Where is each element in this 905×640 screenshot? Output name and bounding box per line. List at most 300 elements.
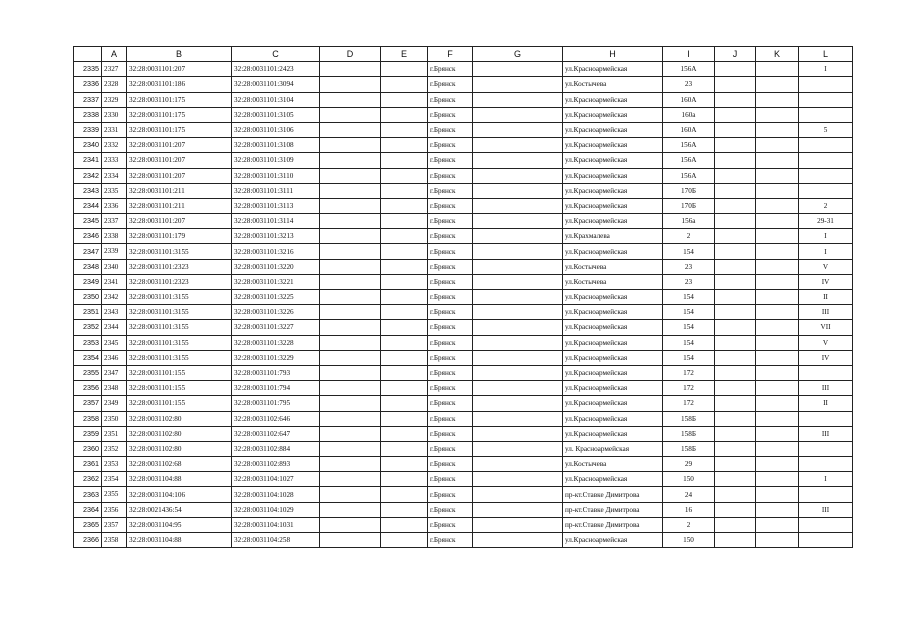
cell-cadastral-object[interactable]: 32:28:0031104:1027: [232, 472, 320, 487]
cell-city[interactable]: г.Брянск: [428, 487, 473, 502]
cell-cadastral-parcel[interactable]: 32:28:0031101:155: [127, 396, 232, 411]
row-number[interactable]: 2344: [74, 198, 102, 213]
cell-d[interactable]: [320, 229, 381, 244]
row-number[interactable]: 2335: [74, 62, 102, 77]
cell-city[interactable]: г.Брянск: [428, 92, 473, 107]
cell-city[interactable]: г.Брянск: [428, 411, 473, 426]
cell-k[interactable]: [756, 92, 799, 107]
row-number[interactable]: 2357: [74, 396, 102, 411]
cell-cadastral-parcel[interactable]: 32:28:0031101:207: [127, 62, 232, 77]
cell-k[interactable]: [756, 214, 799, 229]
cell-cadastral-object[interactable]: 32:28:0031101:3108: [232, 138, 320, 153]
cell-j[interactable]: [715, 290, 756, 305]
cell-cadastral-object[interactable]: 32:28:0031101:3106: [232, 122, 320, 137]
cell-g[interactable]: [473, 259, 563, 274]
cell-j[interactable]: [715, 411, 756, 426]
cell-k[interactable]: [756, 533, 799, 548]
cell-cadastral-object[interactable]: 32:28:0031101:3104: [232, 92, 320, 107]
cell-cadastral-object[interactable]: 32:28:0031101:3105: [232, 107, 320, 122]
cell-d[interactable]: [320, 533, 381, 548]
cell-j[interactable]: [715, 350, 756, 365]
cell-g[interactable]: [473, 381, 563, 396]
cell-cadastral-object[interactable]: 32:28:0031101:3225: [232, 290, 320, 305]
cell-cadastral-parcel[interactable]: 32:28:0031101:175: [127, 122, 232, 137]
cell-city[interactable]: г.Брянск: [428, 320, 473, 335]
cell-premises[interactable]: I: [799, 229, 853, 244]
cell-a[interactable]: 2339: [102, 244, 127, 259]
cell-a[interactable]: 2358: [102, 533, 127, 548]
cell-a[interactable]: 2328: [102, 77, 127, 92]
cell-a[interactable]: 2346: [102, 350, 127, 365]
cell-a[interactable]: 2354: [102, 472, 127, 487]
cell-street[interactable]: ул.Красноармейская: [563, 183, 663, 198]
cell-city[interactable]: г.Брянск: [428, 153, 473, 168]
cell-g[interactable]: [473, 198, 563, 213]
cell-street[interactable]: ул.Красноармейская: [563, 472, 663, 487]
cell-k[interactable]: [756, 107, 799, 122]
cell-e[interactable]: [381, 107, 428, 122]
cell-e[interactable]: [381, 320, 428, 335]
cell-a[interactable]: 2333: [102, 153, 127, 168]
cell-street[interactable]: ул.Костычева: [563, 274, 663, 289]
row-number[interactable]: 2359: [74, 426, 102, 441]
cell-street[interactable]: пр-кт.Ставке Димитрова: [563, 502, 663, 517]
column-header-b[interactable]: B: [127, 47, 232, 62]
cell-cadastral-parcel[interactable]: 32:28:0031101:3155: [127, 350, 232, 365]
cell-a[interactable]: 2342: [102, 290, 127, 305]
cell-d[interactable]: [320, 502, 381, 517]
row-number[interactable]: 2355: [74, 365, 102, 380]
row-number[interactable]: 2342: [74, 168, 102, 183]
cell-d[interactable]: [320, 198, 381, 213]
cell-premises[interactable]: [799, 138, 853, 153]
row-number[interactable]: 2348: [74, 259, 102, 274]
cell-street[interactable]: ул.Красноармейская: [563, 305, 663, 320]
cell-k[interactable]: [756, 198, 799, 213]
cell-house-number[interactable]: 23: [663, 77, 715, 92]
cell-e[interactable]: [381, 396, 428, 411]
cell-city[interactable]: г.Брянск: [428, 441, 473, 456]
cell-k[interactable]: [756, 122, 799, 137]
cell-a[interactable]: 2337: [102, 214, 127, 229]
cell-house-number[interactable]: 158Б: [663, 441, 715, 456]
cell-a[interactable]: 2341: [102, 274, 127, 289]
cell-street[interactable]: ул.Красноармейская: [563, 335, 663, 350]
cell-cadastral-object[interactable]: 32:28:0031101:3114: [232, 214, 320, 229]
cell-house-number[interactable]: 156А: [663, 138, 715, 153]
column-header-d[interactable]: D: [320, 47, 381, 62]
cell-d[interactable]: [320, 274, 381, 289]
row-number[interactable]: 2361: [74, 457, 102, 472]
cell-j[interactable]: [715, 259, 756, 274]
cell-j[interactable]: [715, 274, 756, 289]
column-header-f[interactable]: F: [428, 47, 473, 62]
cell-j[interactable]: [715, 426, 756, 441]
cell-premises[interactable]: II: [799, 396, 853, 411]
cell-a[interactable]: 2343: [102, 305, 127, 320]
cell-cadastral-object[interactable]: 32:28:0031101:793: [232, 365, 320, 380]
row-number[interactable]: 2351: [74, 305, 102, 320]
row-number[interactable]: 2340: [74, 138, 102, 153]
cell-cadastral-object[interactable]: 32:28:0031101:3094: [232, 77, 320, 92]
row-number[interactable]: 2363: [74, 487, 102, 502]
cell-city[interactable]: г.Брянск: [428, 198, 473, 213]
cell-city[interactable]: г.Брянск: [428, 274, 473, 289]
cell-premises[interactable]: II: [799, 290, 853, 305]
cell-k[interactable]: [756, 77, 799, 92]
cell-d[interactable]: [320, 365, 381, 380]
cell-cadastral-parcel[interactable]: 32:28:0031102:80: [127, 411, 232, 426]
cell-j[interactable]: [715, 153, 756, 168]
cell-k[interactable]: [756, 244, 799, 259]
cell-cadastral-parcel[interactable]: 32:28:0031101:186: [127, 77, 232, 92]
row-number[interactable]: 2350: [74, 290, 102, 305]
cell-cadastral-parcel[interactable]: 32:28:0031104:95: [127, 517, 232, 532]
cell-g[interactable]: [473, 472, 563, 487]
cell-j[interactable]: [715, 305, 756, 320]
cell-a[interactable]: 2357: [102, 517, 127, 532]
cell-k[interactable]: [756, 290, 799, 305]
column-header-g[interactable]: G: [473, 47, 563, 62]
row-number[interactable]: 2341: [74, 153, 102, 168]
cell-d[interactable]: [320, 441, 381, 456]
cell-a[interactable]: 2329: [102, 92, 127, 107]
cell-g[interactable]: [473, 441, 563, 456]
cell-premises[interactable]: [799, 183, 853, 198]
cell-premises[interactable]: III: [799, 426, 853, 441]
cell-city[interactable]: г.Брянск: [428, 396, 473, 411]
cell-premises[interactable]: 29-31: [799, 214, 853, 229]
row-number[interactable]: 2354: [74, 350, 102, 365]
cell-a[interactable]: 2356: [102, 502, 127, 517]
row-number[interactable]: 2362: [74, 472, 102, 487]
cell-d[interactable]: [320, 305, 381, 320]
cell-premises[interactable]: [799, 168, 853, 183]
row-number[interactable]: 2346: [74, 229, 102, 244]
cell-g[interactable]: [473, 350, 563, 365]
cell-a[interactable]: 2351: [102, 426, 127, 441]
cell-a[interactable]: 2331: [102, 122, 127, 137]
cell-cadastral-parcel[interactable]: 32:28:0031101:211: [127, 183, 232, 198]
cell-j[interactable]: [715, 517, 756, 532]
row-number[interactable]: 2356: [74, 381, 102, 396]
cell-cadastral-object[interactable]: 32:28:0031104:1028: [232, 487, 320, 502]
cell-j[interactable]: [715, 107, 756, 122]
cell-street[interactable]: ул.Красноармейская: [563, 290, 663, 305]
cell-g[interactable]: [473, 396, 563, 411]
cell-cadastral-object[interactable]: 32:28:0031101:794: [232, 381, 320, 396]
cell-cadastral-parcel[interactable]: 32:28:0021436:54: [127, 502, 232, 517]
cell-e[interactable]: [381, 274, 428, 289]
cell-e[interactable]: [381, 487, 428, 502]
cell-cadastral-object[interactable]: 32:28:0031101:3228: [232, 335, 320, 350]
row-number[interactable]: 2364: [74, 502, 102, 517]
row-number[interactable]: 2352: [74, 320, 102, 335]
cell-e[interactable]: [381, 229, 428, 244]
cell-city[interactable]: г.Брянск: [428, 350, 473, 365]
cell-street[interactable]: ул.Красноармейская: [563, 320, 663, 335]
cell-city[interactable]: г.Брянск: [428, 77, 473, 92]
cell-cadastral-parcel[interactable]: 32:28:0031101:155: [127, 381, 232, 396]
cell-a[interactable]: 2332: [102, 138, 127, 153]
cell-street[interactable]: ул.Красноармейская: [563, 92, 663, 107]
cell-premises[interactable]: I: [799, 472, 853, 487]
row-number[interactable]: 2347: [74, 244, 102, 259]
cell-j[interactable]: [715, 381, 756, 396]
cell-cadastral-parcel[interactable]: 32:28:0031101:3155: [127, 244, 232, 259]
cell-city[interactable]: г.Брянск: [428, 305, 473, 320]
cell-premises[interactable]: [799, 365, 853, 380]
cell-cadastral-parcel[interactable]: 32:28:0031101:207: [127, 214, 232, 229]
cell-house-number[interactable]: 23: [663, 274, 715, 289]
cell-j[interactable]: [715, 244, 756, 259]
cell-d[interactable]: [320, 426, 381, 441]
cell-street[interactable]: ул.Красноармейская: [563, 533, 663, 548]
cell-j[interactable]: [715, 502, 756, 517]
column-header-h[interactable]: H: [563, 47, 663, 62]
cell-j[interactable]: [715, 168, 756, 183]
cell-cadastral-object[interactable]: 32:28:0031101:3216: [232, 244, 320, 259]
cell-city[interactable]: г.Брянск: [428, 259, 473, 274]
cell-g[interactable]: [473, 411, 563, 426]
cell-g[interactable]: [473, 107, 563, 122]
cell-k[interactable]: [756, 305, 799, 320]
cell-j[interactable]: [715, 335, 756, 350]
cell-house-number[interactable]: 154: [663, 350, 715, 365]
cell-premises[interactable]: III: [799, 305, 853, 320]
cell-house-number[interactable]: 154: [663, 290, 715, 305]
cell-k[interactable]: [756, 472, 799, 487]
cell-g[interactable]: [473, 533, 563, 548]
cell-premises[interactable]: III: [799, 381, 853, 396]
cell-cadastral-parcel[interactable]: 32:28:0031104:88: [127, 472, 232, 487]
cell-cadastral-parcel[interactable]: 32:28:0031101:207: [127, 138, 232, 153]
cell-house-number[interactable]: 150: [663, 472, 715, 487]
column-header-a[interactable]: A: [102, 47, 127, 62]
cell-street[interactable]: ул.Красноармейская: [563, 365, 663, 380]
cell-g[interactable]: [473, 365, 563, 380]
cell-d[interactable]: [320, 92, 381, 107]
cell-city[interactable]: г.Брянск: [428, 107, 473, 122]
cell-d[interactable]: [320, 290, 381, 305]
cell-e[interactable]: [381, 502, 428, 517]
cell-cadastral-parcel[interactable]: 32:28:0031102:68: [127, 457, 232, 472]
cell-premises[interactable]: [799, 153, 853, 168]
cell-city[interactable]: г.Брянск: [428, 214, 473, 229]
cell-house-number[interactable]: 156А: [663, 62, 715, 77]
cell-house-number[interactable]: 154: [663, 244, 715, 259]
cell-cadastral-object[interactable]: 32:28:0031101:3221: [232, 274, 320, 289]
cell-house-number[interactable]: 150: [663, 533, 715, 548]
cell-d[interactable]: [320, 168, 381, 183]
cell-city[interactable]: г.Брянск: [428, 122, 473, 137]
cell-city[interactable]: г.Брянск: [428, 229, 473, 244]
cell-k[interactable]: [756, 487, 799, 502]
cell-cadastral-object[interactable]: 32:28:0031102:647: [232, 426, 320, 441]
cell-cadastral-object[interactable]: 32:28:0031104:1031: [232, 517, 320, 532]
cell-j[interactable]: [715, 62, 756, 77]
cell-k[interactable]: [756, 396, 799, 411]
cell-city[interactable]: г.Брянск: [428, 62, 473, 77]
cell-cadastral-parcel[interactable]: 32:28:0031101:155: [127, 365, 232, 380]
cell-premises[interactable]: III: [799, 502, 853, 517]
cell-cadastral-object[interactable]: 32:28:0031101:3111: [232, 183, 320, 198]
cell-street[interactable]: ул.Красноармейская: [563, 107, 663, 122]
cell-e[interactable]: [381, 259, 428, 274]
cell-premises[interactable]: [799, 517, 853, 532]
cell-cadastral-parcel[interactable]: 32:28:0031102:80: [127, 426, 232, 441]
cell-street[interactable]: пр-кт.Ставке Димитрова: [563, 487, 663, 502]
cell-e[interactable]: [381, 441, 428, 456]
cell-a[interactable]: 2345: [102, 335, 127, 350]
cell-k[interactable]: [756, 274, 799, 289]
cell-street[interactable]: ул.Красноармейская: [563, 411, 663, 426]
cell-k[interactable]: [756, 457, 799, 472]
cell-d[interactable]: [320, 350, 381, 365]
cell-house-number[interactable]: 29: [663, 457, 715, 472]
cell-g[interactable]: [473, 77, 563, 92]
cell-e[interactable]: [381, 77, 428, 92]
cell-a[interactable]: 2336: [102, 198, 127, 213]
cell-premises[interactable]: V: [799, 335, 853, 350]
cell-house-number[interactable]: 170Б: [663, 198, 715, 213]
cell-city[interactable]: г.Брянск: [428, 244, 473, 259]
cell-street[interactable]: ул.Красноармейская: [563, 138, 663, 153]
cell-a[interactable]: 2353: [102, 457, 127, 472]
cell-g[interactable]: [473, 138, 563, 153]
cell-g[interactable]: [473, 168, 563, 183]
cell-street[interactable]: ул.Красноармейская: [563, 62, 663, 77]
cell-premises[interactable]: [799, 441, 853, 456]
row-number[interactable]: 2343: [74, 183, 102, 198]
cell-cadastral-parcel[interactable]: 32:28:0031101:211: [127, 198, 232, 213]
cell-g[interactable]: [473, 517, 563, 532]
cell-a[interactable]: 2347: [102, 365, 127, 380]
cell-j[interactable]: [715, 77, 756, 92]
cell-e[interactable]: [381, 214, 428, 229]
cell-cadastral-object[interactable]: 32:28:0031101:3113: [232, 198, 320, 213]
cell-premises[interactable]: [799, 92, 853, 107]
cell-d[interactable]: [320, 62, 381, 77]
cell-house-number[interactable]: 156А: [663, 168, 715, 183]
cell-k[interactable]: [756, 365, 799, 380]
cell-j[interactable]: [715, 198, 756, 213]
cell-cadastral-parcel[interactable]: 32:28:0031104:106: [127, 487, 232, 502]
cell-a[interactable]: 2355: [102, 487, 127, 502]
cell-e[interactable]: [381, 290, 428, 305]
cell-j[interactable]: [715, 183, 756, 198]
cell-g[interactable]: [473, 305, 563, 320]
cell-street[interactable]: ул.Красноармейская: [563, 244, 663, 259]
cell-k[interactable]: [756, 411, 799, 426]
cell-a[interactable]: 2330: [102, 107, 127, 122]
cell-d[interactable]: [320, 457, 381, 472]
cell-e[interactable]: [381, 517, 428, 532]
cell-street[interactable]: ул.Красноармейская: [563, 198, 663, 213]
cell-cadastral-object[interactable]: 32:28:0031101:3110: [232, 168, 320, 183]
cell-cadastral-parcel[interactable]: 32:28:0031101:3155: [127, 290, 232, 305]
column-header-l[interactable]: L: [799, 47, 853, 62]
cell-city[interactable]: г.Брянск: [428, 533, 473, 548]
cell-g[interactable]: [473, 244, 563, 259]
cell-j[interactable]: [715, 396, 756, 411]
cell-j[interactable]: [715, 472, 756, 487]
row-number[interactable]: 2349: [74, 274, 102, 289]
cell-cadastral-parcel[interactable]: 32:28:0031101:2323: [127, 259, 232, 274]
cell-premises[interactable]: [799, 107, 853, 122]
cell-k[interactable]: [756, 62, 799, 77]
cell-premises[interactable]: 2: [799, 198, 853, 213]
cell-city[interactable]: г.Брянск: [428, 168, 473, 183]
cell-d[interactable]: [320, 259, 381, 274]
cell-d[interactable]: [320, 122, 381, 137]
cell-premises[interactable]: IV: [799, 350, 853, 365]
cell-house-number[interactable]: 160А: [663, 92, 715, 107]
cell-cadastral-parcel[interactable]: 32:28:0031101:207: [127, 168, 232, 183]
cell-cadastral-parcel[interactable]: 32:28:0031101:179: [127, 229, 232, 244]
cell-g[interactable]: [473, 487, 563, 502]
cell-k[interactable]: [756, 138, 799, 153]
cell-house-number[interactable]: 158Б: [663, 411, 715, 426]
cell-e[interactable]: [381, 62, 428, 77]
cell-city[interactable]: г.Брянск: [428, 502, 473, 517]
cell-city[interactable]: г.Брянск: [428, 517, 473, 532]
cell-cadastral-parcel[interactable]: 32:28:0031101:3155: [127, 335, 232, 350]
cell-e[interactable]: [381, 350, 428, 365]
cell-a[interactable]: 2335: [102, 183, 127, 198]
cell-house-number[interactable]: 160а: [663, 107, 715, 122]
cell-d[interactable]: [320, 77, 381, 92]
cell-e[interactable]: [381, 183, 428, 198]
cell-a[interactable]: 2340: [102, 259, 127, 274]
cell-e[interactable]: [381, 426, 428, 441]
cell-cadastral-object[interactable]: 32:28:0031102:646: [232, 411, 320, 426]
cell-house-number[interactable]: 158Б: [663, 426, 715, 441]
cell-g[interactable]: [473, 274, 563, 289]
cell-e[interactable]: [381, 168, 428, 183]
cell-house-number[interactable]: 154: [663, 335, 715, 350]
cell-city[interactable]: г.Брянск: [428, 365, 473, 380]
row-number[interactable]: 2365: [74, 517, 102, 532]
cell-j[interactable]: [715, 122, 756, 137]
cell-g[interactable]: [473, 62, 563, 77]
cell-street[interactable]: ул.Красноармейская: [563, 396, 663, 411]
cell-premises[interactable]: [799, 77, 853, 92]
cell-g[interactable]: [473, 335, 563, 350]
cell-premises[interactable]: [799, 533, 853, 548]
cell-cadastral-parcel[interactable]: 32:28:0031101:175: [127, 92, 232, 107]
cell-j[interactable]: [715, 533, 756, 548]
cell-street[interactable]: ул. Красноармейская: [563, 441, 663, 456]
cell-cadastral-object[interactable]: 32:28:0031102:884: [232, 441, 320, 456]
cell-j[interactable]: [715, 457, 756, 472]
row-number[interactable]: 2338: [74, 107, 102, 122]
cell-cadastral-object[interactable]: 32:28:0031101:3227: [232, 320, 320, 335]
cell-cadastral-object[interactable]: 32:28:0031101:3109: [232, 153, 320, 168]
cell-d[interactable]: [320, 107, 381, 122]
cell-house-number[interactable]: 2: [663, 517, 715, 532]
cell-g[interactable]: [473, 122, 563, 137]
cell-cadastral-object[interactable]: 32:28:0031104:258: [232, 533, 320, 548]
cell-j[interactable]: [715, 92, 756, 107]
cell-premises[interactable]: VII: [799, 320, 853, 335]
cell-street[interactable]: ул.Костычева: [563, 457, 663, 472]
cell-a[interactable]: 2334: [102, 168, 127, 183]
cell-a[interactable]: 2349: [102, 396, 127, 411]
cell-e[interactable]: [381, 92, 428, 107]
cell-a[interactable]: 2344: [102, 320, 127, 335]
cell-house-number[interactable]: 154: [663, 305, 715, 320]
